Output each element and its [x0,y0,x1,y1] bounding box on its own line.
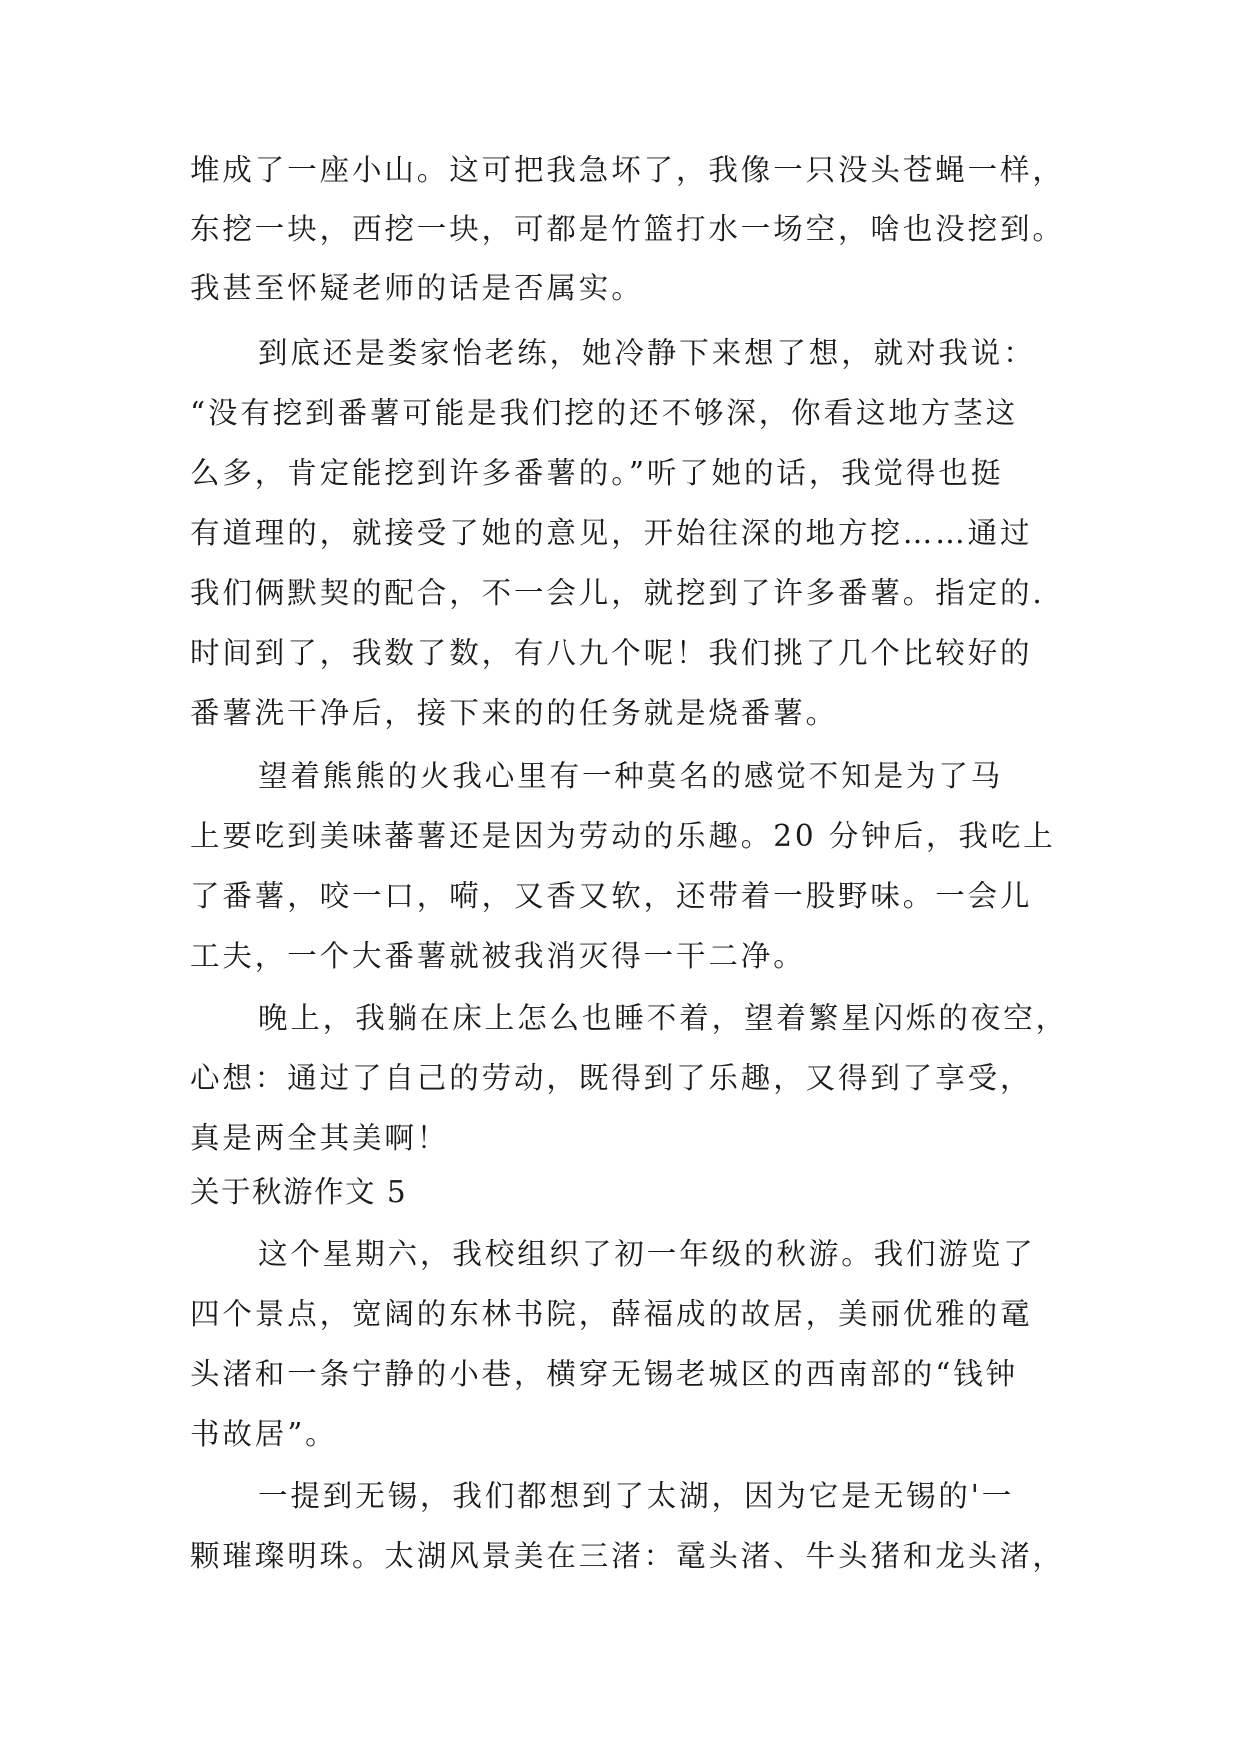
text-line: 番薯洗干净后，接下来的的任务就是烧番薯。 [190,696,839,730]
text-line: “没有挖到番薯可能是我们挖的还不够深，你看这地方茎这 [190,396,1018,430]
section-heading: 关于秋游作文 5 [190,1175,408,1209]
text-line: 心想：通过了自己的劳动，既得到了乐趣，又得到了享受， [190,1061,1033,1095]
text-line: 上要吃到美味蕃薯还是因为劳动的乐趣。20 分钟后，我吃上 [190,819,1056,853]
text-line: 头渚和一条宁静的小巷，横穿无锡老城区的西南部的“钱钟 [190,1357,1018,1391]
paragraph-first-line: 到底还是娄家怡老练，她冷静下来想了想，就对我说： [258,336,1036,370]
paragraph-first-line: 这个星期六，我校组织了初一年级的秋游。我们游览了 [258,1237,1036,1271]
text-line: 时间到了，我数了数，有八九个呢！我们挑了几个比较好的 [190,636,1033,670]
text-line: 有道理的，就接受了她的意见，开始往深的地方挖……通过 [190,516,1033,550]
text-line: 我们俩默契的配合，不一会儿，就挖到了许多番薯。指定的. [190,576,1045,610]
text-line: 工夫，一个大番薯就被我消灭得一干二净。 [190,939,806,973]
text-line: 我甚至怀疑老师的话是否属实。 [190,271,644,305]
text-line: 了番薯，咬一口，嗬，又香又软，还带着一股野味。一会儿 [190,879,1033,913]
text-line: 四个景点，宽阔的东林书院，薛福成的故居，美丽优雅的鼋 [190,1297,1033,1331]
text-line: 堆成了一座小山。这可把我急坏了，我像一只没头苍蝇一样， [190,153,1065,187]
text-line: 么多，肯定能挖到许多番薯的。”听了她的话，我觉得也挺 [190,456,1004,490]
text-line: 颗璀璨明珠。太湖风景美在三渚：鼋头渚、牛头猪和龙头渚， [190,1539,1065,1573]
text-line: 书故居”。 [190,1417,338,1451]
paragraph-first-line: 一提到无锡，我们都想到了太湖，因为它是无锡的'一 [258,1479,1015,1513]
text-line: 真是两全其美啊！ [190,1121,450,1155]
paragraph-first-line: 望着熊熊的火我心里有一种莫名的感觉不知是为了马 [258,759,1004,793]
paragraph-first-line: 晚上，我躺在床上怎么也睡不着，望着繁星闪烁的夜空， [258,1001,1069,1035]
text-line: 东挖一块，西挖一块，可都是竹篮打水一场空，啥也没挖到。 [190,212,1065,246]
